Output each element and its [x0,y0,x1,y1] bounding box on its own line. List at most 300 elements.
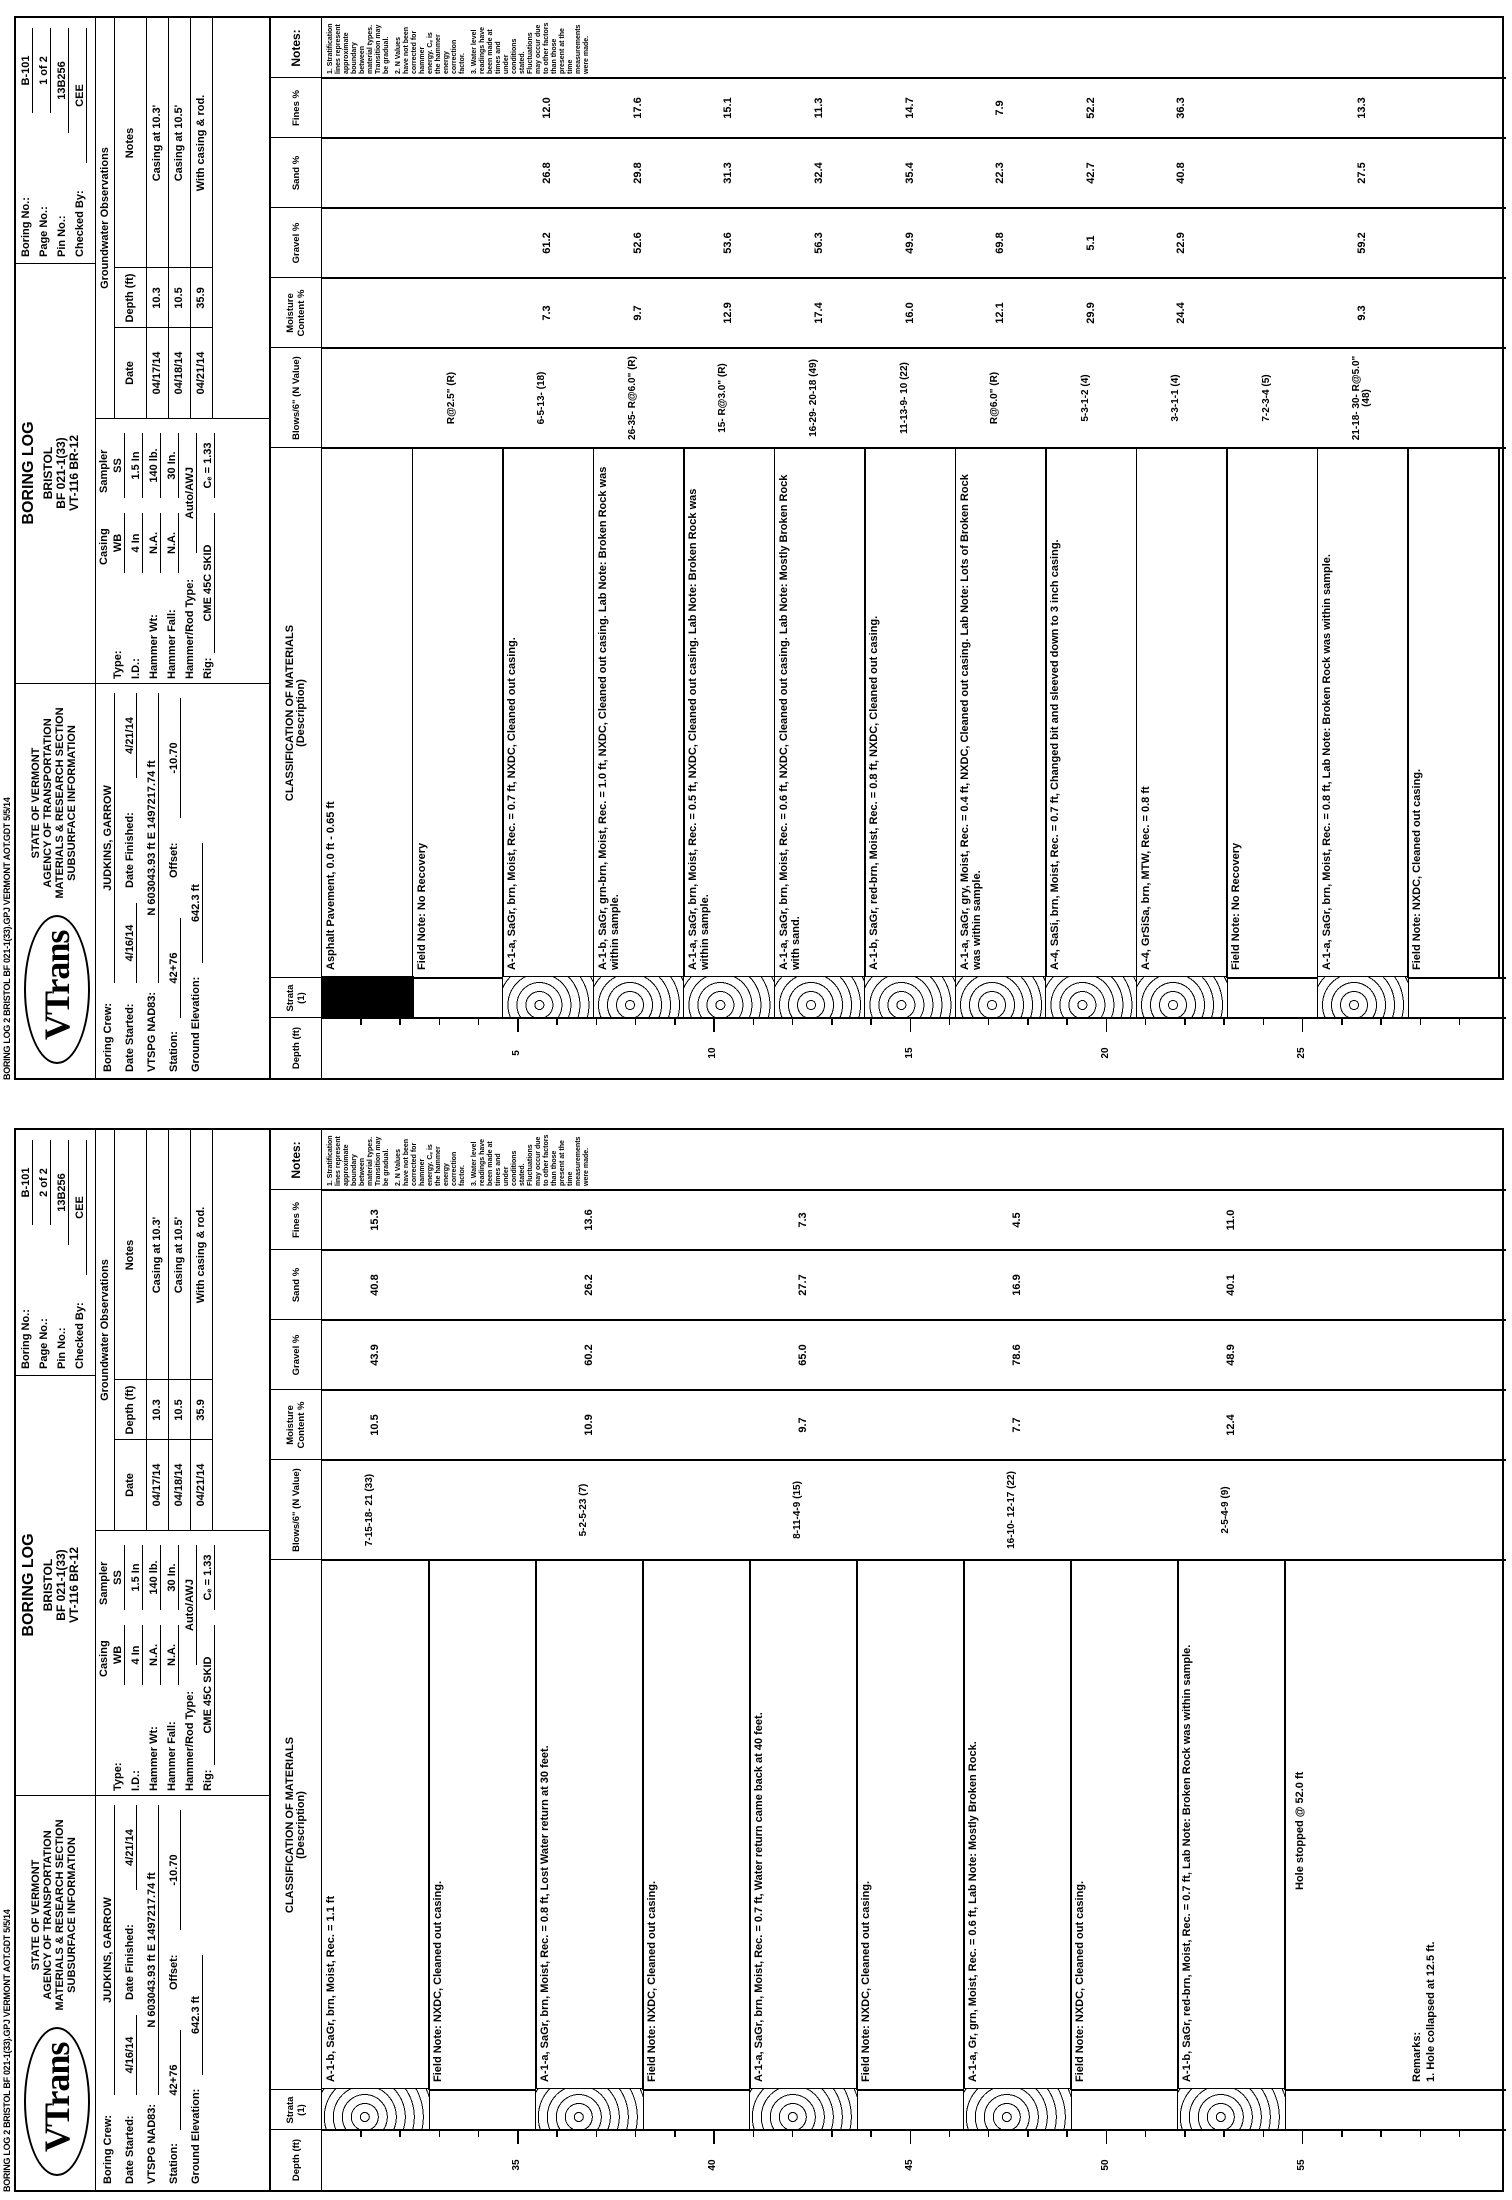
moisture-value: 9.7 [631,305,644,321]
vtspg-value: N 603043.93 ft E 1497217.74 ft [146,693,159,983]
depth-tick [1066,1018,1068,1025]
fines-value: 15.3 [368,1209,381,1231]
layer-divider [963,1560,965,2090]
depth-tick [1302,2130,1304,2144]
fines-value: 52.2 [1084,97,1097,119]
remarks-label: Remarks: [1411,2031,1423,2082]
fines-value: 7.9 [994,100,1007,116]
layer-divider [412,448,414,978]
footnote-3: 3. Water level readings have been made at times and under conditions stated. Fluctuations may occur due to other factors than those present at the time measurements were made. [471,1134,590,1186]
id-label: I.D.: [130,658,142,679]
gravel-value: 5.1 [1084,235,1097,251]
gravel-header: Gravel % [271,1319,322,1390]
groundwater-title: Groundwater Observations [96,18,115,418]
type-label: Type: [112,1762,124,1791]
gravel-value: 43.9 [368,1344,381,1366]
log-table [271,18,1506,1078]
depth-tick [1341,1018,1343,1025]
hammer-rod-label: Hammer/Rod Type: [184,578,196,679]
gravel-value: 52.6 [631,232,644,254]
boring-crew-label: Boring Crew: [102,1002,114,1072]
pin-no-label: Pin No.: [56,215,68,257]
depth-tick [556,1018,558,1025]
hammer-rod-type: Auto/AWJ [184,1545,197,1665]
depth-tick [870,1018,872,1025]
checked-by-value: CEE [74,1140,87,1275]
ground-elevation-value: 642.3 ft [190,843,203,963]
sampler-header: Sampler [98,1561,110,1605]
gw-cell-depth: 10.3 [146,1379,169,1440]
boring-log-page-1 [0,8,1512,1088]
layer-description: A-1-a, SaGr, brn, Moist, Rec. = 0.7 ft, NXDC, Cleaned out casing. [506,637,519,970]
depth-tick [831,2130,833,2137]
agency-block [16,683,96,1078]
log-table [271,1130,1506,2190]
page-no-label: Page No.: [38,206,50,257]
agency-line-1: STATE OF VERMONT [30,747,42,859]
blow-counts: 15- R@3.0" (R) [717,363,729,433]
sand-value: 16.9 [1010,1274,1023,1296]
hammer-wt-casing: N.A. [148,1625,161,1685]
fines-value: 11.0 [1224,1209,1237,1231]
depth-tick [1263,1018,1265,1025]
blow-counts: 5-3-1-2 (4) [1079,374,1091,422]
layer-divider [1177,1560,1179,2090]
column-divider [321,448,1506,450]
agency-name [30,1805,78,2025]
gw-header-0: Date [114,327,147,418]
layer-divider [1070,1560,1072,2090]
footnote-3: 3. Water level readings have been made at times and under conditions stated. Fluctuations may occur due to other factors than those present at the time measurements were made. [471,22,590,74]
depth-label: 10 [707,1047,719,1059]
project-info [42,1375,81,1795]
rig-label: Rig: [202,1769,214,1791]
depth-tick [753,2130,755,2137]
moisture-value: 12.1 [994,302,1007,324]
layer-divider [1317,448,1319,978]
blows-header: Blows/6" (N Value) [271,347,322,448]
gravel-value: 61.2 [541,232,554,254]
gw-cell-notes: Casing at 10.5' [168,18,191,268]
layer-description: A-1-b, SaGr, brn, Moist, Rec. = 1.1 ft [325,1895,337,2082]
pin-no-value: 13B256 [56,1140,69,1245]
blow-counts: 5-2-5-23 (7) [577,1483,589,1537]
layer-description: A-1-b, SaGr, red-brn, Moist, Rec. = 0.8 ft, NXDC, Cleaned out casing. [868,615,881,970]
offset-value: -10.70 [168,1810,181,1930]
classification-header [271,447,322,978]
layer-description: A-1-b, SaGr, red-brn, Moist, Rec. = 0.7 ft, Lab Note: Broken Rock was within sample. [1181,1644,1193,2082]
classification-header [271,1559,322,2090]
layer-divider [502,448,504,978]
hammer-fall-casing: N.A. [166,513,179,573]
layer-divider [864,448,866,978]
type-sampler: SS [112,433,125,498]
agency-block [16,1795,96,2190]
gw-cell-depth: 35.9 [190,267,213,328]
sand-header: Sand % [271,1249,322,1320]
ground-elevation-value: 642.3 ft [190,1955,203,2075]
footnotes [327,22,595,74]
id-sampler: 1.5 In [130,1545,143,1610]
sand-value: 35.4 [903,162,916,184]
layer-divider [774,448,776,978]
blow-counts: 26-35- R@6.0" (R) [626,356,638,440]
gw-cell-date: 04/18/14 [168,1439,191,1530]
type-sampler: SS [112,1545,125,1610]
depth-tick [1459,2130,1461,2137]
layer-description: A-4, SaSi, brn, Moist, Rec. = 0.7 ft, Changed bit and sleeved down to 3 inch casing. [1049,539,1062,970]
depth-header: Depth (ft) [271,1017,322,1078]
layer-divider [535,1560,537,2090]
column-divider [321,1250,1506,1252]
depth-tick [439,2130,441,2137]
hammer-fall-sampler: 30 In. [166,1545,179,1610]
depth-label: 40 [707,2159,719,2171]
strata-pattern-8 [1045,976,1138,1018]
notes-header: Notes: [271,1130,322,1190]
id-casing: 4 In [130,513,143,573]
depth-header: Depth (ft) [271,2129,322,2190]
column-divider [321,1190,1506,1192]
gw-cell-date: 04/17/14 [146,327,169,418]
depth-tick [1145,1018,1147,1025]
layer-description: A-1-a, SaGr, brn, Moist, Rec. = 0.8 ft, Lost Water return at 30 feet. [539,1745,551,2082]
id-sampler: 1.5 In [130,433,143,498]
layer-divider [856,1560,858,2090]
blow-counts: R@2.5" (R) [445,371,457,425]
layer-divider [1407,448,1409,978]
checked-by-value: CEE [74,28,87,163]
moisture-value: 17.4 [812,302,825,324]
depth-tick [1066,2130,1068,2137]
pin-no-value: 13B256 [56,28,69,133]
rig-value: CME 45C SKID [202,513,215,653]
layer-divider [749,1560,751,2090]
sand-value: 42.7 [1084,162,1097,184]
notes-header: Notes: [271,18,322,78]
hammer-wt-sampler: 140 lb. [148,433,161,498]
page-no-label: Page No.: [38,1318,50,1369]
depth-tick [1263,2130,1265,2137]
classification-title: CLASSIFICATION OF MATERIALS [284,1736,296,1914]
vtspg-label: VTSPG NAD83: [146,2103,158,2184]
sand-header: Sand % [271,137,322,208]
moisture-value: 12.9 [722,302,735,324]
sand-value: 40.1 [1224,1274,1237,1296]
date-started-value: 4/16/14 [124,903,137,983]
fines-value: 13.6 [582,1209,595,1231]
title-block [16,1130,271,2190]
layer-description: A-4, GrSiSa, brn, MTW, Rec. = 0.8 ft [1139,786,1152,970]
groundwater-observations [96,18,271,418]
gw-cell-depth: 35.9 [190,1379,213,1440]
agency-line-1: STATE OF VERMONT [30,1859,42,1971]
blow-counts: 11-13-9- 10 (22) [898,362,910,434]
gravel-value: 69.8 [994,232,1007,254]
layer-divider [428,1560,430,2090]
page-no-value: 1 of 2 [38,28,51,113]
fines-value: 13.3 [1356,97,1369,119]
boring-crew-value: JUDKINS, GARROW [102,693,115,983]
project-bridge: VT-116 BR-12 [67,1546,81,1624]
depth-tick [517,2130,519,2144]
sand-value: 26.2 [582,1274,595,1296]
hammer-fall-sampler: 30 In. [166,433,179,498]
column-divider [321,1460,1506,1462]
depth-tick [517,1018,519,1032]
strata-pattern-0 [321,2088,430,2130]
depth-tick [910,1018,912,1032]
depth-tick [1302,1018,1304,1032]
hammer-wt-label: Hammer Wt: [148,1726,160,1791]
classification-subtitle: (Description) [295,679,307,747]
strata-pattern-5 [774,976,867,1018]
moisture-value: 12.4 [1224,1414,1237,1436]
gw-cell-notes: Casing at 10.3' [146,18,169,268]
sand-value: 29.8 [631,162,644,184]
remarks-text: 1. Hole collapsed at 12.5 ft. [1425,1941,1437,2082]
blow-counts: 21-18- 30- R@5.0" (48) [1351,355,1373,441]
sand-value: 32.4 [812,162,825,184]
date-started-value: 4/16/14 [124,2015,137,2095]
page-2-content [0,1120,1512,2200]
gw-cell-depth: 10.3 [146,267,169,328]
depth-tick [1223,1018,1225,1025]
depth-tick [1027,2130,1029,2137]
id-block [16,1130,96,1375]
layer-divider [642,1560,644,2090]
depth-tick [988,1018,990,1025]
strata-pattern-6 [864,976,957,1018]
moisture-value: 7.7 [1010,1417,1023,1433]
file-header: BORING LOG 2 BRISTOL BF 021-1(33).GPJ VERMONT AOT.GDT 5/5/14 [2,797,12,1080]
station-label: Station: [168,2143,180,2184]
gravel-value: 56.3 [812,232,825,254]
depth-tick [753,1018,755,1025]
column-divider [321,2130,1506,2132]
strata-pattern-4 [683,976,776,1018]
strata-pattern-6 [963,2088,1072,2130]
doc-title: BORING LOG [20,1533,37,1637]
depth-tick [1341,2130,1343,2137]
layer-description: Field Note: NXDC, Cleaned out casing. [1411,768,1424,970]
groundwater-observations [96,1130,271,1530]
strata-header: Strata (1) [271,977,322,1018]
depth-tick [870,2130,872,2137]
depth-tick [831,1018,833,1025]
blow-counts: 8-11-4-9 (15) [791,1481,803,1539]
gw-header-1: Depth (ft) [114,1379,147,1440]
layer-divider [1226,448,1228,978]
blow-counts: R@6.0" (R) [989,371,1001,425]
depth-tick [1380,2130,1382,2137]
gravel-value: 53.6 [722,232,735,254]
fines-value: 36.3 [1175,97,1188,119]
depth-tick [1106,2130,1108,2144]
column-divider [321,1320,1506,1322]
vtspg-label: VTSPG NAD83: [146,991,158,1072]
sand-value: 27.7 [796,1274,809,1296]
depth-label: 5 [511,1050,523,1056]
depth-tick [1145,2130,1147,2137]
date-finished-value: 4/21/14 [124,1805,137,1890]
boring-crew-value: JUDKINS, GARROW [102,1805,115,2095]
strata-pattern-4 [749,2088,858,2130]
column-divider [321,1560,1506,1562]
ce-value: Cₑ = 1.33 [202,433,215,498]
fines-value: 15.1 [722,97,735,119]
blow-counts: 7-15-18- 21 (33) [363,1473,375,1547]
page-frame [14,1128,1504,2192]
depth-label: 45 [903,2159,915,2171]
blow-counts: 16-29- 20-18 (49) [807,359,819,437]
groundwater-title: Groundwater Observations [96,1130,115,1530]
moisture-value: 9.3 [1356,305,1369,321]
gravel-value: 65.0 [796,1344,809,1366]
layer-divider [1284,1560,1286,2090]
footnotes [327,1134,595,1186]
layer-description: A-1-a, SaGr, brn, Moist, Rec. = 0.6 ft, NXDC, Cleaned out casing. Lab Note: Mostly Broken Rock with sand. [777,474,802,970]
depth-label: 20 [1099,1047,1111,1059]
station-value: 42+76 [168,2030,181,2130]
gw-cell-date: 04/21/14 [190,1439,213,1530]
gw-cell-date: 04/21/14 [190,327,213,418]
id-casing: 4 In [130,1625,143,1685]
moisture-header: Moisture Content % [271,1389,322,1460]
footnote-1: 1. Stratification lines represent approximate boundary between material types. Transition may be gradual. [327,1135,390,1186]
casing-header: Casing [98,528,110,565]
gw-header-1: Depth (ft) [114,267,147,328]
layer-description: Field Note: NXDC, Cleaned out casing. [646,1880,658,2082]
moisture-value: 16.0 [903,302,916,324]
depth-tick [635,2130,637,2137]
offset-label: Offset: [168,842,180,878]
depth-tick [792,1018,794,1025]
footnote-2: 2. N Values have not been corrected for hammer energy. Cₑ is the hammer energy correction factor. [395,26,466,74]
rig-value: CME 45C SKID [202,1625,215,1765]
project-number: BF 021-1(33) [54,1549,68,1621]
sand-value: 40.8 [1175,162,1188,184]
hammer-fall-label: Hammer Fall: [166,609,178,679]
fines-value: 4.5 [1010,1212,1023,1228]
depth-tick [360,2130,362,2137]
depth-tick [439,1018,441,1025]
hammer-rod-type: Auto/AWJ [184,433,197,553]
project-bridge: VT-116 BR-12 [67,434,81,512]
sand-value: 26.8 [541,162,554,184]
title-block [16,18,271,1078]
project-info [42,263,81,683]
depth-tick [674,1018,676,1025]
blow-counts: 16-10- 12-17 (22) [1005,1471,1017,1549]
gravel-value: 60.2 [582,1344,595,1366]
depth-tick [988,2130,990,2137]
blow-counts: 7-2-3-4 (5) [1260,374,1272,422]
depth-tick [478,2130,480,2137]
strata-pattern-9 [1136,976,1229,1018]
pin-no-label: Pin No.: [56,1327,68,1369]
depth-label: 35 [511,2159,523,2171]
checked-by-label: Checked By: [74,190,86,257]
depth-tick [1420,2130,1422,2137]
agency-line-2: AGENCY OF TRANSPORTATION [42,718,54,888]
boring-info [96,683,271,1078]
moisture-header: Moisture Content % [271,277,322,348]
classification-subtitle: (Description) [295,1791,307,1859]
date-finished-value: 4/21/14 [124,693,137,778]
layer-description: A-1-a, SaGr, brn, Moist, Rec. = 0.5 ft, NXDC, Cleaned out casing. Lab Note: Broken Rock was within sample. [687,488,712,970]
strata-pattern-8 [1177,2088,1286,2130]
boring-no-value: B-101 [20,28,33,113]
hammer-wt-casing: N.A. [148,513,161,573]
offset-label: Offset: [168,1954,180,1990]
layer-description: Field Note: NXDC, Cleaned out casing. [860,1880,872,2082]
depth-tick [360,1018,362,1025]
layer-divider [1045,448,1047,978]
gw-cell-notes: With casing & rod. [190,18,213,268]
hammer-fall-casing: N.A. [166,1625,179,1685]
depth-tick [596,2130,598,2137]
depth-tick [1027,1018,1029,1025]
project-number: BF 021-1(33) [54,437,68,509]
id-label: I.D.: [130,1770,142,1791]
hammer-rod-label: Hammer/Rod Type: [184,1690,196,1791]
page-no-value: 2 of 2 [38,1140,51,1225]
layer-description: A-1-a, SaGr, brn, Moist, Rec. = 0.8 ft, Lab Note: Broken Rock was within sample. [1320,554,1333,970]
column-divider [321,2090,1506,2092]
gw-header-0: Date [114,1439,147,1530]
depth-tick [1106,1018,1108,1032]
type-label: Type: [112,650,124,679]
fines-header: Fines % [271,1189,322,1250]
fines-value: 11.3 [812,97,825,119]
page-1-content [0,8,1512,1088]
depth-label: 15 [903,1047,915,1059]
blow-counts: 3-3-1-1 (4) [1170,374,1182,422]
depth-tick [556,2130,558,2137]
boring-log-page-2 [0,1120,1512,2200]
hole-stopped: Hole stopped @ 52.0 ft [1294,1771,1306,1890]
gw-cell-date: 04/17/14 [146,1439,169,1530]
strata-pattern-2 [502,976,595,1018]
ce-value: Cₑ = 1.33 [202,1545,215,1610]
boring-no-label: Boring No.: [20,1309,32,1369]
gw-cell-notes: Casing at 10.5' [168,1130,191,1380]
blow-counts: 6-5-13- (18) [536,371,548,425]
gravel-value: 59.2 [1356,232,1369,254]
hammer-wt-label: Hammer Wt: [148,614,160,679]
fines-value: 12.0 [541,97,554,119]
equipment-block [96,418,271,683]
moisture-value: 7.3 [541,305,554,321]
layer-description: Field Note: NXDC, Cleaned out casing. [1074,1880,1086,2082]
layer-description: A-1-a, SaGr, gry, Moist, Rec. = 0.4 ft, NXDC, Cleaned out casing. Lab Note: Lots of Broken Rock was within sample. [958,474,983,970]
vtrans-logo [24,2027,90,2176]
gw-cell-depth: 10.5 [168,1379,191,1440]
ground-elevation-label: Ground Elevation: [190,976,202,1072]
casing-header: Casing [98,1640,110,1677]
moisture-value: 24.4 [1175,302,1188,324]
gravel-value: 78.6 [1010,1344,1023,1366]
layer-description: A-1-a, Gr, grn, Moist, Rec. = 0.6 ft, Lab Note: Mostly Broken Rock. [967,1741,979,2082]
date-finished-label: Date Finished: [124,812,136,888]
agency-name [30,693,78,913]
agency-line-3: MATERIALS & RESEARCH SECTION [54,707,66,899]
station-value: 42+76 [168,918,181,1018]
hammer-fall-label: Hammer Fall: [166,1721,178,1791]
vtrans-logo [24,915,90,1064]
moisture-value: 9.7 [796,1417,809,1433]
